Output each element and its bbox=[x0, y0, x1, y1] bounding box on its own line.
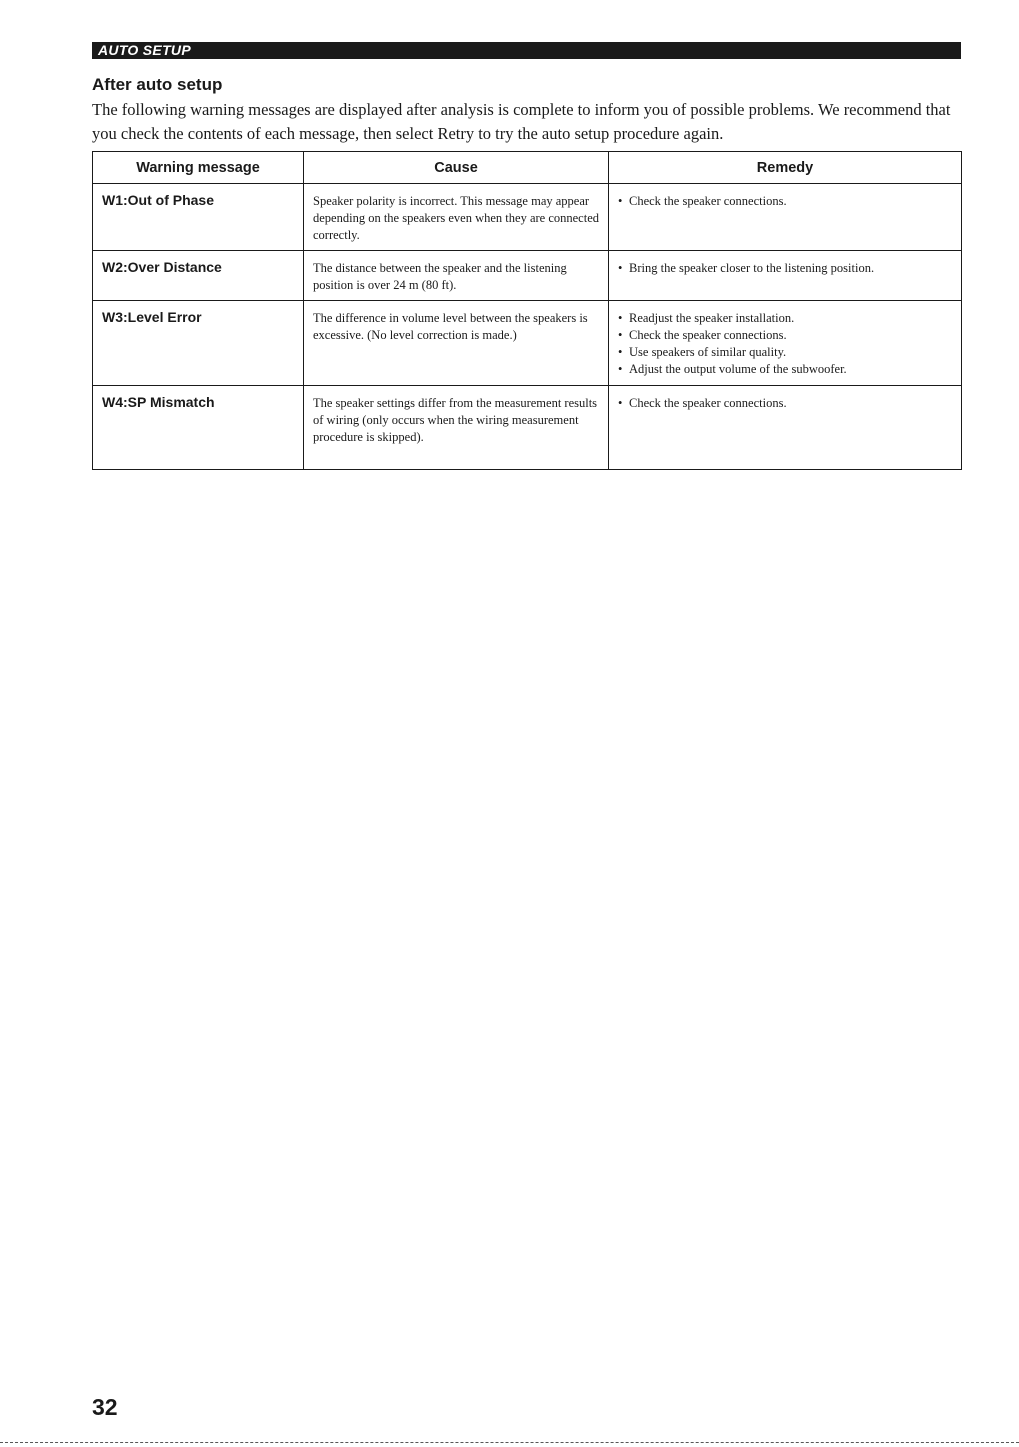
bullet-icon: • bbox=[618, 194, 623, 208]
table-row bbox=[93, 386, 962, 470]
column-header-remedy: Remedy bbox=[609, 152, 962, 184]
table-row bbox=[93, 251, 962, 301]
remedy-item bbox=[618, 310, 957, 327]
cause-cell: Speaker polarity is incorrect. This message may appear depending on the speakers even when they are connected correctly. bbox=[304, 184, 609, 251]
remedy-item bbox=[618, 361, 957, 378]
warning-message-cell: W2:Over Distance bbox=[93, 251, 304, 301]
section-header-label: AUTO SETUP bbox=[98, 42, 191, 58]
remedy-cell bbox=[609, 301, 962, 386]
bullet-icon: • bbox=[618, 396, 623, 410]
remedy-item bbox=[618, 260, 957, 277]
remedy-item-text: Adjust the output volume of the subwoofer. bbox=[629, 362, 847, 376]
remedy-item bbox=[618, 327, 957, 344]
page-bottom-rule bbox=[0, 1442, 1019, 1443]
remedy-list bbox=[618, 310, 957, 378]
section-header-bar bbox=[92, 42, 961, 59]
bullet-icon: • bbox=[618, 311, 623, 325]
remedy-cell bbox=[609, 386, 962, 470]
remedy-item-text: Check the speaker connections. bbox=[629, 328, 787, 342]
remedy-item-text: Check the speaker connections. bbox=[629, 194, 787, 208]
remedy-cell bbox=[609, 184, 962, 251]
cause-cell: The distance between the speaker and the listening position is over 24 m (80 ft). bbox=[304, 251, 609, 301]
page-number: 32 bbox=[92, 1394, 118, 1420]
remedy-item-text: Check the speaker connections. bbox=[629, 396, 787, 410]
warning-message-cell: W3:Level Error bbox=[93, 301, 304, 386]
column-header-warning-message: Warning message bbox=[93, 152, 304, 184]
bullet-icon: • bbox=[618, 345, 623, 359]
warning-messages-table bbox=[92, 151, 962, 470]
table-header-row bbox=[93, 152, 962, 184]
remedy-cell bbox=[609, 251, 962, 301]
remedy-item bbox=[618, 395, 957, 412]
warning-message-cell: W1:Out of Phase bbox=[93, 184, 304, 251]
remedy-list bbox=[618, 260, 957, 277]
remedy-item-text: Readjust the speaker installation. bbox=[629, 311, 795, 325]
cause-cell: The difference in volume level between the speakers is excessive. (No level correction is made.) bbox=[304, 301, 609, 386]
remedy-item-text: Bring the speaker closer to the listening position. bbox=[629, 261, 875, 275]
remedy-item-text: Use speakers of similar quality. bbox=[629, 345, 787, 359]
remedy-item bbox=[618, 344, 957, 361]
table-row bbox=[93, 301, 962, 386]
bullet-icon: • bbox=[618, 261, 623, 275]
remedy-list bbox=[618, 395, 957, 412]
remedy-list bbox=[618, 193, 957, 210]
section-title: After auto setup bbox=[92, 75, 223, 94]
bullet-icon: • bbox=[618, 328, 623, 342]
column-header-cause: Cause bbox=[304, 152, 609, 184]
cause-cell: The speaker settings differ from the measurement results of wiring (only occurs when the wiring measurement procedure is skipped). bbox=[304, 386, 609, 470]
remedy-item bbox=[618, 193, 957, 210]
bullet-icon: • bbox=[618, 362, 623, 376]
table-row bbox=[93, 184, 962, 251]
warning-message-cell: W4:SP Mismatch bbox=[93, 386, 304, 470]
section-intro-text: The following warning messages are displayed after analysis is complete to inform you of possible problems. We recommend that you check the contents of each message, then select Retry to try the auto setup procedure again. bbox=[92, 100, 951, 143]
